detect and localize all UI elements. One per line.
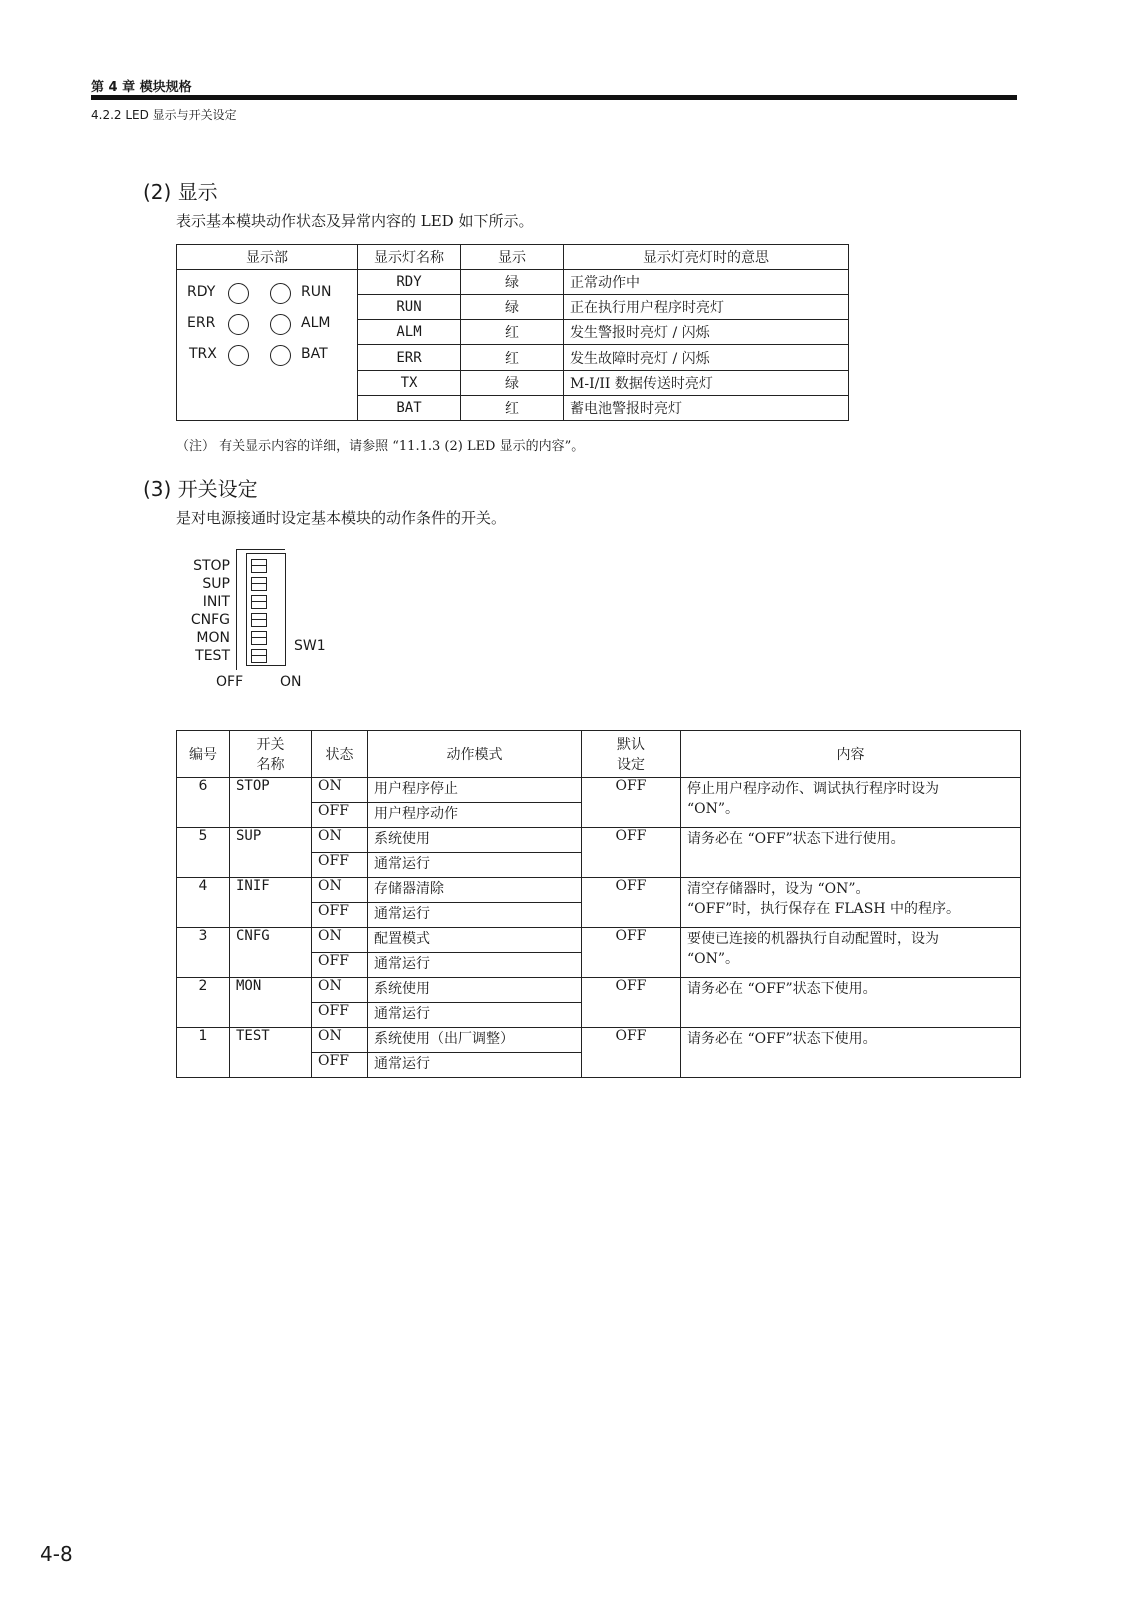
dip-on-label: ON: [280, 674, 302, 690]
display-note: （注） 有关显示内容的详细，请参照 “11.1.3 (2) LED 显示的内容”。: [176, 439, 585, 454]
led-header-panel: 显示部: [177, 245, 358, 270]
led-meaning: 蓄电池警报时亮灯: [564, 395, 849, 420]
dip-label-sup: SUP: [202, 576, 230, 592]
sw-state-on: ON: [312, 1028, 368, 1053]
sw-content-line2: “OFF”时，执行保存在 FLASH 中的程序。: [687, 901, 961, 917]
sw-content-line2: “ON”。: [687, 951, 740, 967]
sw-header-mode: 动作模式: [368, 731, 582, 778]
sw-content-line1: 请务必在 “OFF”状态下使用。: [687, 1031, 877, 1047]
chapter-header: 第 4 章 模块规格: [91, 80, 192, 95]
sw-state-on: ON: [312, 978, 368, 1003]
table-row: [177, 828, 1021, 853]
sw-mode-on: 系统使用（出厂调整）: [368, 1028, 582, 1053]
dip-label-stop: STOP: [193, 558, 230, 574]
table-row: [177, 978, 1021, 1003]
led-header-name: 显示灯名称: [358, 245, 461, 270]
led-meaning: 发生警报时亮灯 / 闪烁: [564, 320, 849, 345]
table-row: [177, 928, 1021, 953]
sw-name: STOP: [230, 778, 312, 828]
sw-mode-on: 用户程序停止: [368, 778, 582, 803]
sw-content-line1: 停止用户程序动作、调试执行程序时设为: [687, 781, 939, 797]
led-color: 绿: [461, 295, 564, 320]
switch-section-title: (3) 开关设定: [143, 477, 258, 501]
sw-mode-off: 通常运行: [368, 1003, 582, 1028]
switch-intro: 是对电源接通时设定基本模块的动作条件的开关。: [176, 509, 507, 527]
sw-default: OFF: [582, 878, 681, 928]
sw-mode-on: 系统使用: [368, 828, 582, 853]
sw-content: [681, 778, 1021, 828]
led-panel: [177, 270, 358, 421]
sw-no: 1: [177, 1028, 230, 1078]
sw-name: SUP: [230, 828, 312, 878]
sw-no: 2: [177, 978, 230, 1028]
led-meaning: 发生故障时亮灯 / 闪烁: [564, 345, 849, 370]
led-meaning: 正在执行用户程序时亮灯: [564, 295, 849, 320]
led-table-header: [177, 245, 849, 270]
table-row: [177, 270, 849, 295]
header-rule: [91, 95, 1017, 100]
led-label-run: RUN: [301, 284, 332, 300]
sw-state-off: OFF: [312, 853, 368, 878]
sw-mode-off: 通常运行: [368, 1053, 582, 1078]
led-bat-indicator: [270, 345, 291, 366]
sw-content: [681, 928, 1021, 978]
led-label-err: ERR: [187, 315, 216, 331]
dip-switch-2: [251, 631, 267, 645]
led-name: TX: [358, 370, 461, 395]
sw-state-off: OFF: [312, 953, 368, 978]
led-name: BAT: [358, 395, 461, 420]
table-row: [177, 1028, 1021, 1053]
sw-name: MON: [230, 978, 312, 1028]
sw-mode-off: 通常运行: [368, 953, 582, 978]
sw-header-name: [230, 731, 312, 778]
led-meaning: M-I/II 数据传送时亮灯: [564, 370, 849, 395]
sw-header-default-line1: 默认: [617, 737, 645, 753]
led-header-color: 显示: [461, 245, 564, 270]
led-table: [176, 244, 849, 421]
sw-no: 4: [177, 878, 230, 928]
led-label-alm: ALM: [301, 315, 331, 331]
led-header-meaning: 显示灯亮灯时的意思: [564, 245, 849, 270]
sw-mode-off: 通常运行: [368, 853, 582, 878]
sw-header-name-line1: 开关: [256, 737, 285, 753]
led-label-bat: BAT: [301, 346, 328, 362]
sw-no: 6: [177, 778, 230, 828]
led-color: 绿: [461, 370, 564, 395]
led-label-trx: TRX: [189, 346, 217, 362]
dip-switch-5: [251, 577, 267, 591]
sw-content-line2: “ON”。: [687, 801, 740, 817]
led-name: RDY: [358, 270, 461, 295]
table-row: [177, 778, 1021, 803]
sw-default: OFF: [582, 828, 681, 878]
sw-mode-on: 存储器清除: [368, 878, 582, 903]
dip-switch-3: [251, 613, 267, 627]
led-trx-indicator: [228, 345, 249, 366]
led-color: 红: [461, 395, 564, 420]
sw-state-on: ON: [312, 828, 368, 853]
sw-default: OFF: [582, 1028, 681, 1078]
sw-state-off: OFF: [312, 1053, 368, 1078]
sw-no: 5: [177, 828, 230, 878]
display-intro: 表示基本模块动作状态及异常内容的 LED 如下所示。: [176, 212, 534, 230]
sw-state-off: OFF: [312, 803, 368, 828]
sw-content-line1: 请务必在 “OFF”状态下使用。: [687, 981, 877, 997]
sw-no: 3: [177, 928, 230, 978]
dip-label-mon: MON: [196, 630, 230, 646]
sw-content: [681, 1028, 1021, 1078]
dip-label-cnfg: CNFG: [190, 612, 230, 628]
page-number: 4-8: [40, 1542, 73, 1566]
sw-default: OFF: [582, 778, 681, 828]
sw-default: OFF: [582, 928, 681, 978]
sw-content-line1: 要使已连接的机器执行自动配置时，设为: [687, 931, 939, 947]
dip-switch-4: [251, 595, 267, 609]
led-color: 绿: [461, 270, 564, 295]
dip-label-init: INIT: [202, 594, 230, 610]
sw-content: [681, 828, 1021, 878]
dip-switch-1: [251, 649, 267, 663]
led-name: ERR: [358, 345, 461, 370]
sw-mode-off: 通常运行: [368, 903, 582, 928]
led-label-rdy: RDY: [187, 284, 216, 300]
dip-switch-6: [251, 559, 267, 573]
led-err-indicator: [228, 314, 249, 335]
sw-mode-on: 系统使用: [368, 978, 582, 1003]
sw-header-default-line2: 设定: [617, 757, 645, 773]
led-run-indicator: [270, 283, 291, 304]
sw-content-line1: 清空存储器时，设为 “ON”。: [687, 881, 870, 897]
sw-header-name-line2: 名称: [256, 757, 285, 773]
display-section-title: (2) 显示: [143, 180, 218, 204]
section-header: 4.2.2 LED 显示与开关设定: [91, 108, 237, 122]
sw-name: CNFG: [230, 928, 312, 978]
sw-state-off: OFF: [312, 1003, 368, 1028]
sw-state-on: ON: [312, 778, 368, 803]
sw-state-off: OFF: [312, 903, 368, 928]
led-name: ALM: [358, 320, 461, 345]
sw-state-on: ON: [312, 878, 368, 903]
dip-off-label: OFF: [216, 674, 244, 690]
sw-mode-on: 配置模式: [368, 928, 582, 953]
switch-table: [176, 730, 1021, 1078]
sw-content: [681, 978, 1021, 1028]
sw-name: TEST: [230, 1028, 312, 1078]
sw-name: INIF: [230, 878, 312, 928]
table-row: [177, 878, 1021, 903]
led-meaning: 正常动作中: [564, 270, 849, 295]
led-rdy-indicator: [228, 283, 249, 304]
sw-header-content: 内容: [681, 731, 1021, 778]
sw-mode-off: 用户程序动作: [368, 803, 582, 828]
switch-table-header: [177, 731, 1021, 778]
sw-header-state: 状态: [312, 731, 368, 778]
dip-label-test: TEST: [195, 648, 230, 664]
led-color: 红: [461, 345, 564, 370]
dip-switch-name: SW1: [294, 638, 326, 654]
led-name: RUN: [358, 295, 461, 320]
led-alm-indicator: [270, 314, 291, 335]
sw-content-line1: 请务必在 “OFF”状态下进行使用。: [687, 831, 905, 847]
sw-header-no: 编号: [177, 731, 230, 778]
sw-default: OFF: [582, 978, 681, 1028]
sw-header-default: [582, 731, 681, 778]
sw-state-on: ON: [312, 928, 368, 953]
led-color: 红: [461, 320, 564, 345]
sw-content: [681, 878, 1021, 928]
